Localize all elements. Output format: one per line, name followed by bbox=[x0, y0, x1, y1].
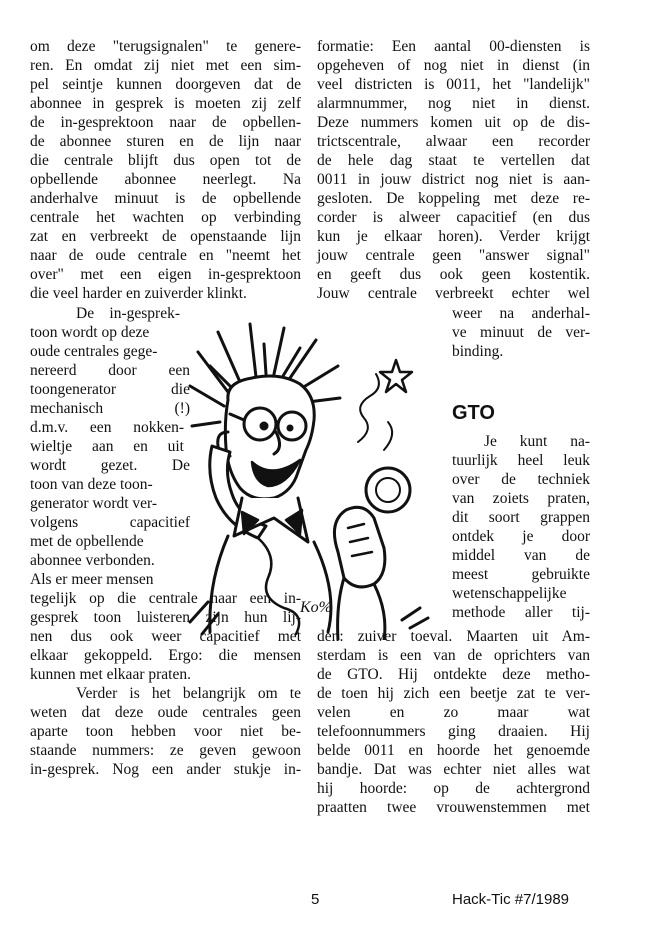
cartoon-illustration bbox=[188, 322, 450, 640]
text-line: corder is alweer capacitief (en dus bbox=[317, 209, 590, 226]
text-line: van zoiets praten, bbox=[452, 490, 590, 507]
text-line: ve minuut de ver- bbox=[452, 324, 590, 341]
text-line: tuurlijk heel leuk bbox=[452, 452, 590, 469]
text-line: velen en zo maar wat bbox=[317, 704, 590, 721]
text-line: de in-gesprektoon naar de opbellen- bbox=[30, 114, 301, 131]
text-line: gesprek toon luisteren zijn hun lij- bbox=[30, 609, 301, 626]
text-line: ren. En omdat zij niet met een sim- bbox=[30, 57, 301, 74]
text-line: Deze nummers komen uit op de dis- bbox=[317, 114, 590, 131]
text-line: methode aller tij- bbox=[452, 604, 590, 621]
text-line: nen dus ook weer capacitief met bbox=[30, 628, 301, 645]
text-line: meest gebruikte bbox=[452, 566, 590, 583]
text-line: generator wordt ver- bbox=[30, 495, 158, 512]
text-line: naar de oude centrale en "neemt het bbox=[30, 247, 301, 264]
text-line: aparte toon hebben voor niet be- bbox=[30, 723, 301, 740]
text-line: toon wordt op deze bbox=[30, 324, 150, 341]
text-line: kunnen met elkaar praten. bbox=[30, 666, 191, 683]
text-line: zat en verbreekt de openstaande lijn bbox=[30, 228, 301, 245]
text-line: binding. bbox=[452, 343, 504, 360]
text-line: in-gesprek. Nog een ander stukje in- bbox=[30, 761, 301, 778]
section-heading: GTO bbox=[452, 402, 495, 424]
text-line: opbellende abonnee neerlegt. Na bbox=[30, 171, 301, 188]
text-line: gesloten. De koppeling met deze re- bbox=[317, 190, 590, 207]
text-line: mechanisch (!) bbox=[30, 400, 190, 417]
text-line: trictscentrale, alwaar een recorder bbox=[317, 133, 590, 150]
text-line: opgeheven of nog niet in dienst (in bbox=[317, 57, 590, 74]
text-line: de toen hij zich een beetje zat te ver- bbox=[317, 685, 590, 702]
text-line: weten dat deze oude centrales geen bbox=[30, 704, 301, 721]
text-line: alarmnummer, nog niet in dienst. bbox=[317, 95, 590, 112]
text-line: Verder is het belangrijk om te bbox=[76, 685, 301, 702]
text-line: d.m.v. een nokken- bbox=[30, 419, 184, 436]
text-line: elkaar gekoppeld. Ergo: die mensen bbox=[30, 647, 301, 664]
text-line: anderhalve minuut is de opbellende bbox=[30, 190, 301, 207]
coin bbox=[366, 468, 410, 512]
text-line: de abonnee sturen en de lijn naar bbox=[30, 133, 301, 150]
text-line: telefoonnummers ging draaien. Hij bbox=[317, 723, 590, 740]
text-line: over de techniek bbox=[452, 471, 590, 488]
text-line: Je kunt na- bbox=[484, 433, 590, 450]
text-line: tegelijk op die centrale naar een in- bbox=[30, 590, 301, 607]
text-line: centrale het wachten op verbinding bbox=[30, 209, 301, 226]
text-line: en geeft dus ook geen kostentik. bbox=[317, 266, 590, 283]
text-line: Als er meer mensen bbox=[30, 571, 154, 588]
text-line: die veel harder en zuiverder klinkt. bbox=[30, 285, 247, 302]
text-line: over" met een eigen in-gesprektoon bbox=[30, 266, 301, 283]
text-line: volgens capacitief bbox=[30, 514, 190, 531]
text-line: de GTO. Hij ontdekte deze metho- bbox=[317, 666, 590, 683]
text-line: hij hoorde: op de achtergrond bbox=[317, 780, 590, 797]
text-line: praatten twee vrouwenstemmen met bbox=[317, 799, 590, 816]
hand bbox=[334, 507, 384, 587]
text-line: abonnee in gesprek is moeten zij zelf bbox=[30, 95, 301, 112]
text-line: Jouw centrale verbreekt echter wel bbox=[317, 285, 590, 302]
text-line: de hele dag staat te vertellen dat bbox=[317, 152, 590, 169]
text-line: nereerd door een bbox=[30, 362, 190, 379]
text-line: veel districten is 0011, het "landelijk" bbox=[317, 76, 590, 93]
text-line: toon van deze toon- bbox=[30, 476, 153, 493]
text-line: belde 0011 en hoorde het genoemde bbox=[317, 742, 590, 759]
text-line: formatie: Een aantal 00-diensten is bbox=[317, 38, 590, 55]
text-line: pel seintje kunnen doorgeven dat de bbox=[30, 76, 301, 93]
text-line: abonnee verbonden. bbox=[30, 552, 155, 569]
text-line: wieltje aan en uit bbox=[30, 438, 184, 455]
text-line: sterdam is een van de oprichters van bbox=[317, 647, 590, 664]
text-line: toongenerator die bbox=[30, 381, 190, 398]
text-line: dit soort grappen bbox=[452, 509, 590, 526]
text-line: om deze "terugsignalen" te genere- bbox=[30, 38, 301, 55]
publication-title: Hack-Tic #7/1989 bbox=[452, 891, 569, 908]
text-line: ontdek je door bbox=[452, 528, 590, 545]
artist-signature: Ko% bbox=[300, 599, 332, 616]
text-line: den: zuiver toeval. Maarten uit Am- bbox=[317, 628, 590, 645]
text-line: weer na anderhal- bbox=[452, 305, 590, 322]
text-line: die centrale blijft dus open tot de bbox=[30, 152, 301, 169]
text-line: middel van de bbox=[452, 547, 590, 564]
star-icon bbox=[380, 360, 412, 392]
text-line: jouw centrale geen "answer signal" bbox=[317, 247, 590, 264]
text-line: kun je elkaar horen). Verder krijgt bbox=[317, 228, 590, 245]
page-number: 5 bbox=[311, 891, 320, 908]
text-line: bandje. Dat was echter niet alles wat bbox=[317, 761, 590, 778]
text-line: wetenschappelijke bbox=[452, 585, 567, 602]
text-line: wordt gezet. De bbox=[30, 457, 190, 474]
text-line: oude centrales gege- bbox=[30, 343, 158, 360]
text-line: staande nummers: ze geven gewoon bbox=[30, 742, 301, 759]
text-line: De in-gesprek- bbox=[76, 305, 180, 322]
text-line: 0011 in jouw district nog niet is aan- bbox=[317, 171, 590, 188]
text-line: met de opbellende bbox=[30, 533, 144, 550]
